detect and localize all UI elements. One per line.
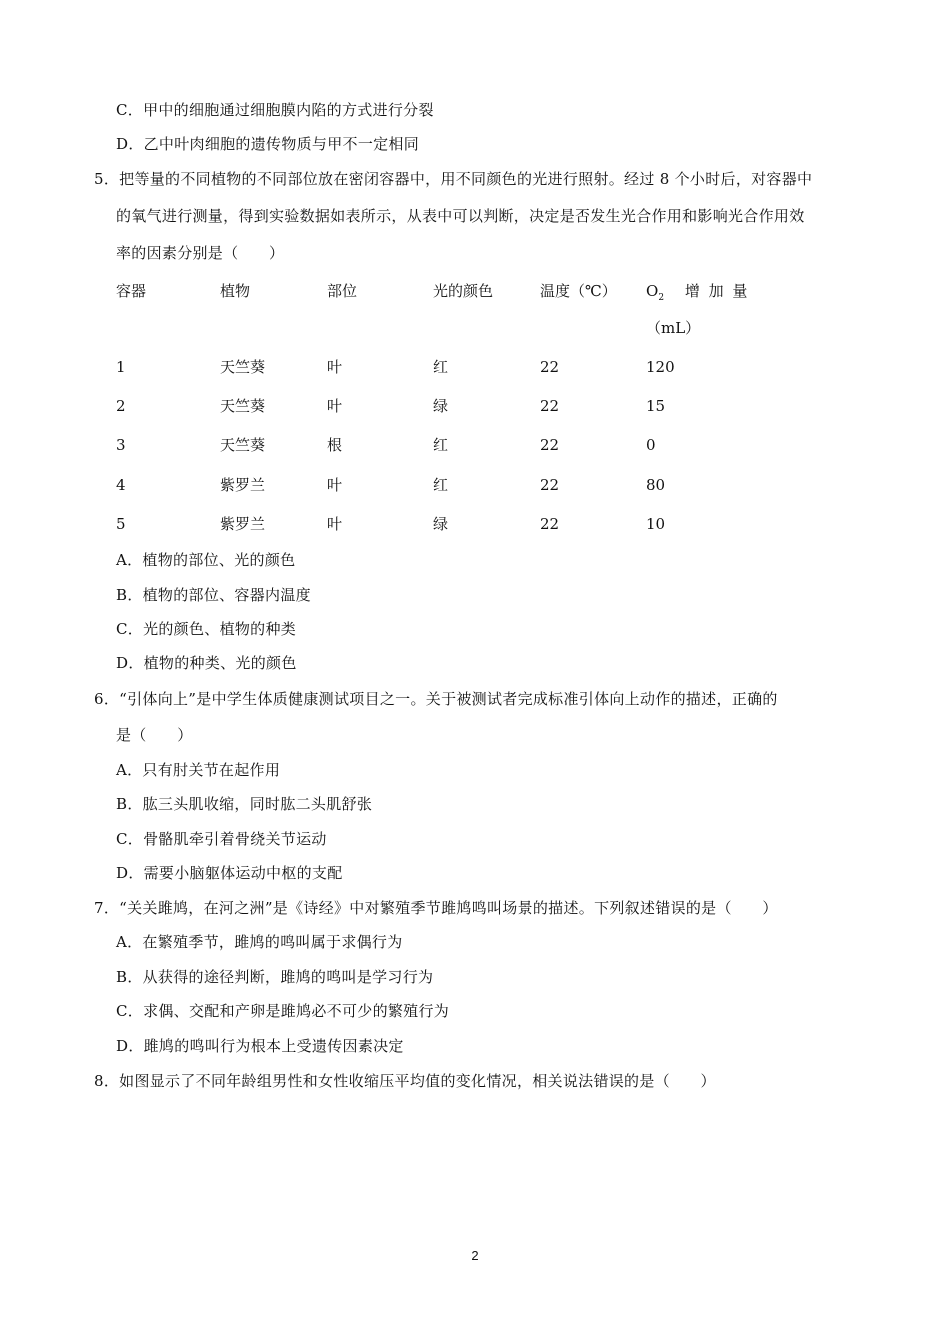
- q5-option-b: B．植物的部位、容器内温度: [116, 586, 311, 604]
- o2-label: O: [646, 282, 659, 300]
- table-cell: 22: [540, 515, 560, 533]
- q5-stem-line1: 5．把等量的不同植物的不同部位放在密闭容器中，用不同颜色的光进行照射。经过 8 个小时后，对容器中: [94, 170, 813, 188]
- q4-option-d: D．乙中叶肉细胞的遗传物质与甲不一定相同: [116, 135, 420, 153]
- table-cell: 5: [116, 515, 126, 533]
- table-cell: 紫罗兰: [220, 476, 266, 494]
- table-header-o2-increase: [646, 281, 749, 308]
- table-cell: 120: [646, 358, 675, 376]
- table-header-unit: （mL）: [646, 319, 701, 337]
- table-cell: 叶: [327, 476, 343, 494]
- table-cell: 紫罗兰: [220, 515, 266, 533]
- q6-stem-line1: 6．“引体向上”是中学生体质健康测试项目之一。关于被测试者完成标准引体向上动作的描述，正确的: [94, 690, 778, 708]
- q8-stem: 8．如图显示了不同年龄组男性和女性收缩压平均值的变化情况，相关说法错误的是（ ）: [94, 1072, 716, 1090]
- table-cell: 22: [540, 436, 560, 454]
- table-header-plant: 植物: [220, 282, 251, 300]
- q5-option-a: A．植物的部位、光的颜色: [116, 551, 296, 569]
- table-cell: 22: [540, 476, 560, 494]
- table-cell: 10: [646, 515, 666, 533]
- q7-stem: 7．“关关雎鸠，在河之洲”是《诗经》中对繁殖季节雎鸠鸣叫场景的描述。下列叙述错误的是（ ）: [94, 899, 778, 917]
- table-cell: 叶: [327, 358, 343, 376]
- o2-increase-label: 增 加 量: [684, 282, 750, 300]
- q6-option-b: B．肱三头肌收缩，同时肱二头肌舒张: [116, 795, 373, 813]
- q5-stem-line2: 的氧气进行测量，得到实验数据如表所示，从表中可以判断，决定是否发生光合作用和影响光合作用效: [116, 207, 805, 225]
- o2-subscript: 2: [658, 293, 665, 303]
- table-header-temperature: 温度（℃）: [540, 282, 617, 300]
- q7-option-d: D．雎鸠的鸣叫行为根本上受遗传因素决定: [116, 1037, 404, 1055]
- q6-stem-line2: 是（ ）: [116, 726, 193, 744]
- q4-option-c: C．甲中的细胞通过细胞膜内陷的方式进行分裂: [116, 101, 434, 119]
- table-cell: 22: [540, 358, 560, 376]
- q5-option-c: C．光的颜色、植物的种类: [116, 620, 297, 638]
- q7-option-c: C．求偶、交配和产卵是雎鸠必不可少的繁殖行为: [116, 1002, 450, 1020]
- table-cell: 2: [116, 397, 126, 415]
- table-cell: 天竺葵: [220, 397, 266, 415]
- table-cell: 22: [540, 397, 560, 415]
- page-number: 2: [471, 1248, 479, 1263]
- table-header-container: 容器: [116, 282, 147, 300]
- table-header-part: 部位: [327, 282, 358, 300]
- q5-stem-line3: 率的因素分别是（ ）: [116, 244, 285, 262]
- table-cell: 0: [646, 436, 656, 454]
- table-header-light-color: 光的颜色: [433, 282, 494, 300]
- table-cell: 绿: [433, 515, 449, 533]
- table-cell: 叶: [327, 515, 343, 533]
- q6-option-d: D．需要小脑躯体运动中枢的支配: [116, 864, 343, 882]
- q5-option-d: D．植物的种类、光的颜色: [116, 654, 297, 672]
- table-cell: 4: [116, 476, 126, 494]
- q7-option-a: A．在繁殖季节，雎鸠的鸣叫属于求偶行为: [116, 933, 403, 951]
- q7-option-b: B．从获得的途径判断，雎鸠的鸣叫是学习行为: [116, 968, 434, 986]
- q6-option-a: A．只有肘关节在起作用: [116, 761, 281, 779]
- table-cell: 红: [433, 476, 449, 494]
- table-cell: 叶: [327, 397, 343, 415]
- table-cell: 1: [116, 358, 126, 376]
- table-cell: 3: [116, 436, 126, 454]
- table-cell: 根: [327, 436, 343, 454]
- table-cell: 15: [646, 397, 666, 415]
- table-cell: 绿: [433, 397, 449, 415]
- table-cell: 红: [433, 436, 449, 454]
- q6-option-c: C．骨骼肌牵引着骨绕关节运动: [116, 830, 327, 848]
- table-cell: 天竺葵: [220, 358, 266, 376]
- table-cell: 天竺葵: [220, 436, 266, 454]
- table-cell: 红: [433, 358, 449, 376]
- table-cell: 80: [646, 476, 666, 494]
